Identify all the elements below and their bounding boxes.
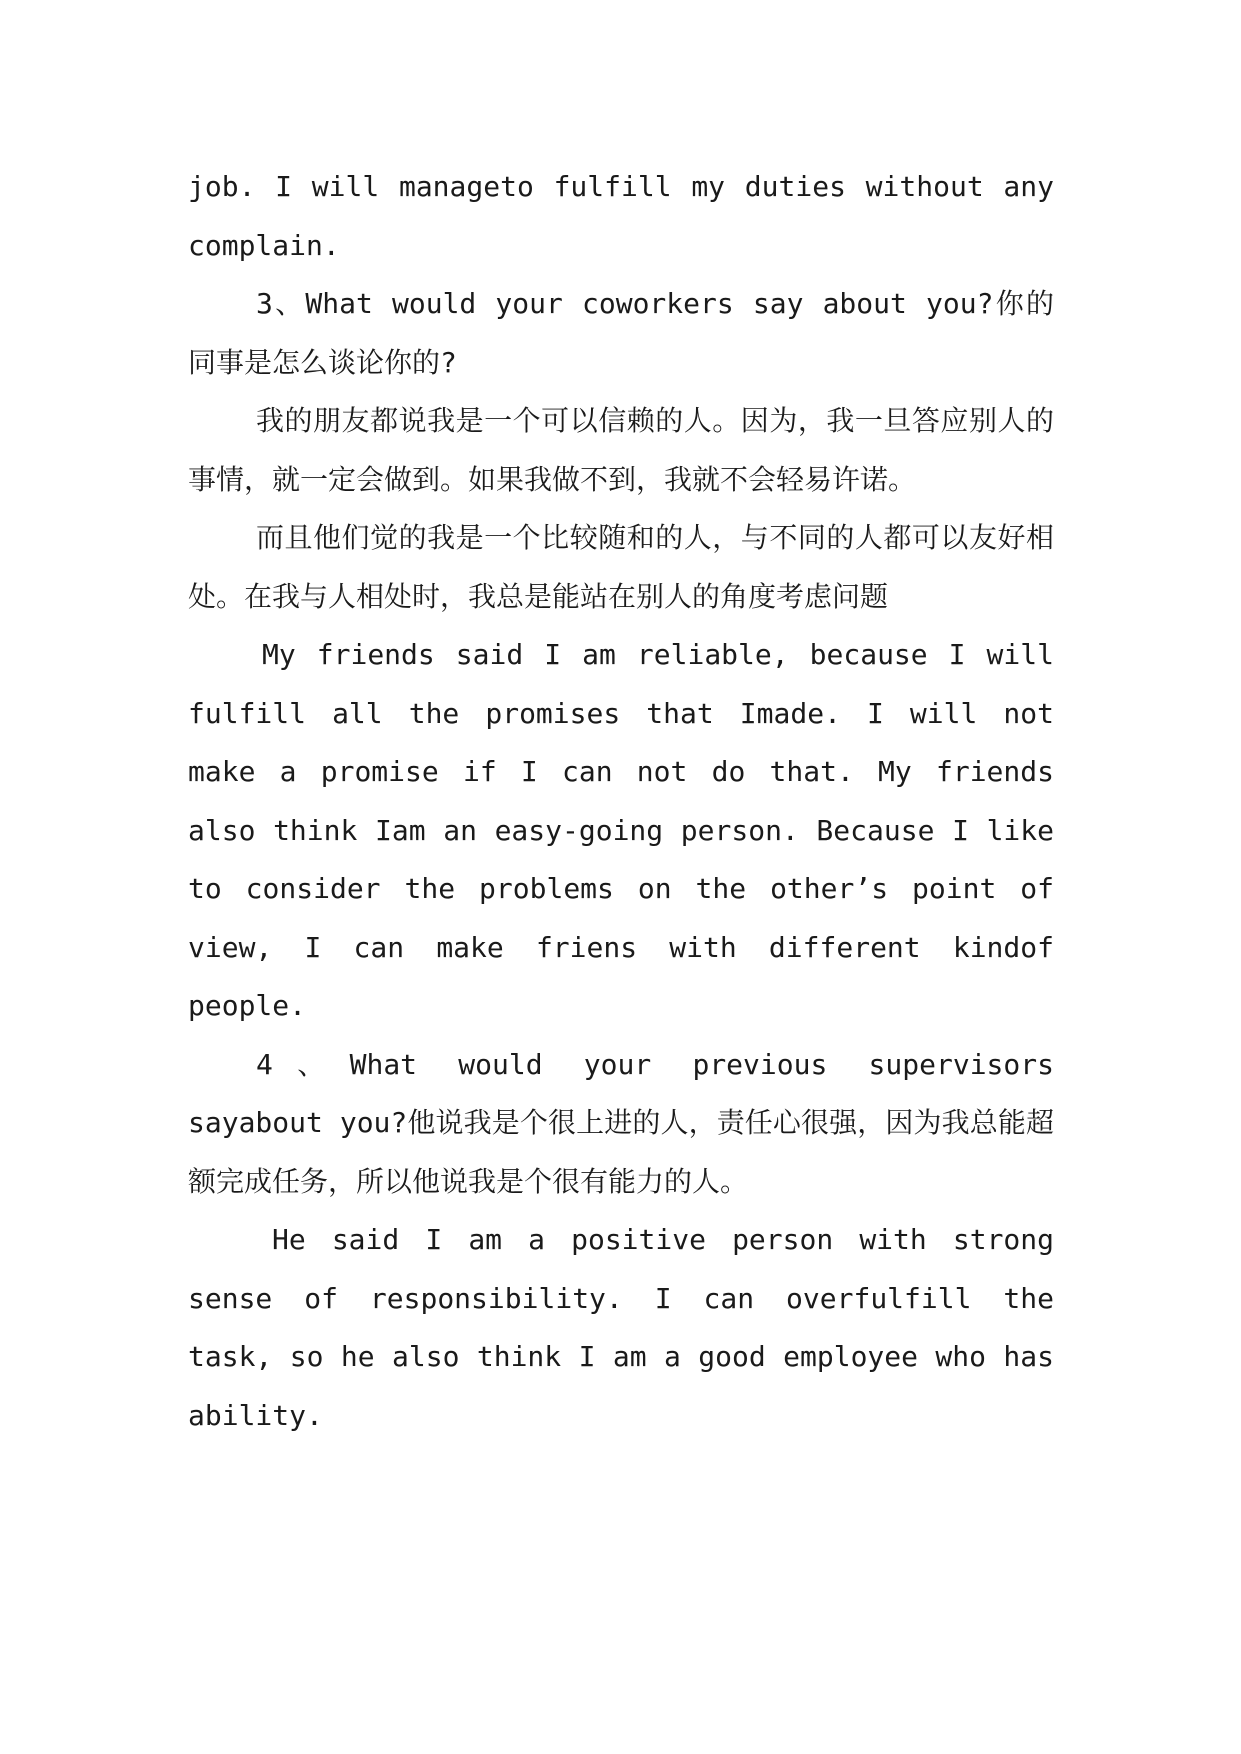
document-body (188, 158, 1054, 1445)
answer-3-chinese-part-2: 而且他们觉的我是一个比较随和的人，与不同的人都可以友好相处。在我与人相处时，我总是能站在别人的角度考虑问题 (188, 521, 1054, 613)
question-3: 3、What would your coworkers say about you?你的同事是怎么谈论你的? (188, 287, 1054, 379)
answer-3-chinese-part-1: 我的朋友都说我是一个可以信赖的人。因为，我一旦答应别人的事情，就一定会做到。如果我做不到，我就不会轻易许诺。 (188, 404, 1054, 496)
answer-3-english: My friends said I am reliable, because I will fulfill all the promises that Imade. I will not make a promise if I can not do that. My friends also think Iam an easy-going person. Because I like to consider the problems on the other’s point of view, I can make friens with different kindof people. (188, 638, 1054, 1022)
answer-4-english: He said I am a positive person with strong sense of responsibility. I can overfulfill the task, so he also think I am a good employee who has ability. (188, 1223, 1054, 1432)
question-4: 4、What would your previous supervisors sayabout you?他说我是个很上进的人，责任心很强，因为我总能超额完成任务，所以他说我是个很有能力的人。 (188, 1047, 1054, 1198)
paragraph-continuation: job. I will manageto fulfill my duties without any complain. (188, 170, 1054, 262)
